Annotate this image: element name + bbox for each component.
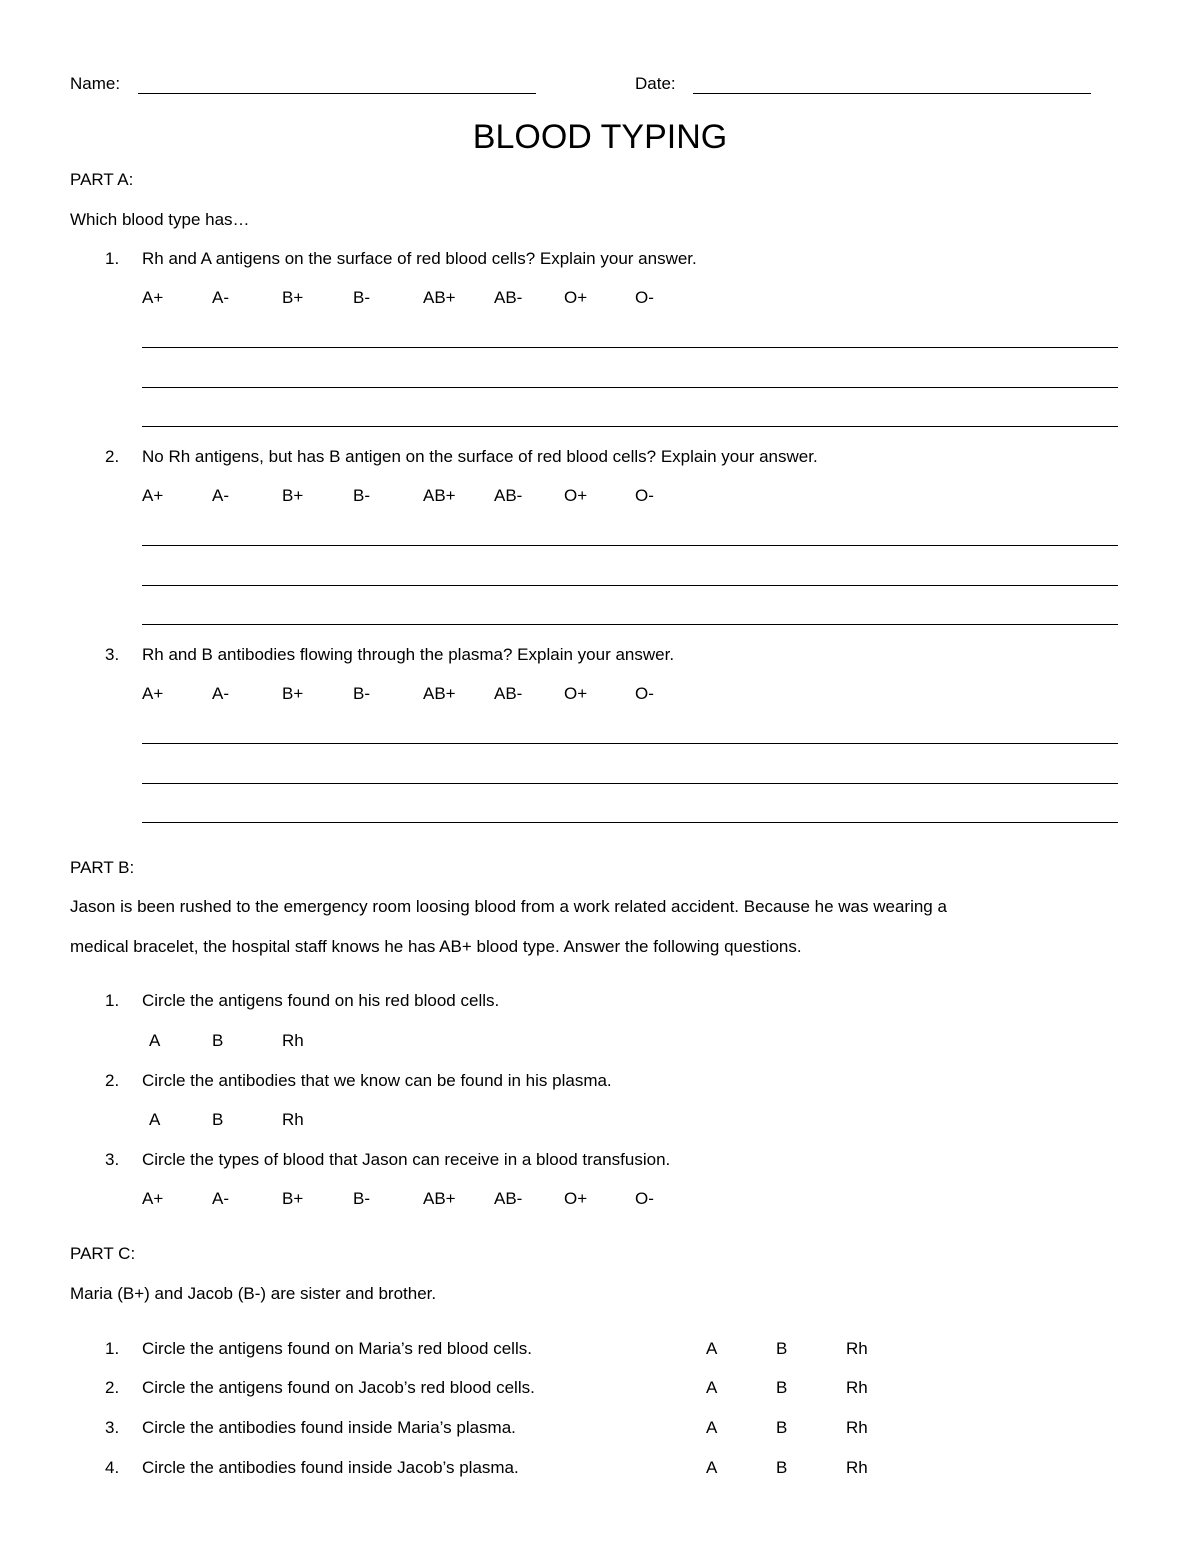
part-a-q2-number: 2.: [105, 447, 120, 466]
part-b-q1-text: Circle the antigens found on his red blood cells.: [142, 991, 500, 1010]
answer-line[interactable]: [142, 387, 1118, 388]
option-o-pos[interactable]: O+: [564, 1189, 588, 1208]
option-ab-neg[interactable]: AB-: [494, 288, 523, 307]
option-a-neg[interactable]: A-: [212, 486, 229, 505]
name-label: Name:: [70, 74, 121, 93]
option-antibody-rh[interactable]: Rh: [282, 1110, 304, 1129]
option-antigen-b[interactable]: B: [776, 1339, 788, 1358]
option-o-pos[interactable]: O+: [564, 684, 588, 703]
option-a-neg[interactable]: A-: [212, 288, 229, 307]
option-antibody-a[interactable]: A: [706, 1418, 718, 1437]
option-b-pos[interactable]: B+: [282, 288, 304, 307]
part-c-q2-text: Circle the antigens found on Jacob’s red blood cells.: [142, 1378, 535, 1397]
answer-line[interactable]: [142, 545, 1118, 546]
option-antigen-a[interactable]: A: [149, 1031, 161, 1050]
option-antibody-a[interactable]: A: [149, 1110, 161, 1129]
option-a-pos[interactable]: A+: [142, 684, 164, 703]
option-b-neg[interactable]: B-: [353, 486, 370, 505]
option-antigen-a[interactable]: A: [706, 1339, 718, 1358]
option-a-pos[interactable]: A+: [142, 1189, 164, 1208]
option-o-pos[interactable]: O+: [564, 486, 588, 505]
option-antibody-b[interactable]: B: [212, 1110, 224, 1129]
option-ab-neg[interactable]: AB-: [494, 684, 523, 703]
part-c-q2-number: 2.: [105, 1378, 120, 1397]
option-ab-neg[interactable]: AB-: [494, 1189, 523, 1208]
date-label: Date:: [635, 74, 676, 93]
option-b-neg[interactable]: B-: [353, 1189, 370, 1208]
part-b-q3-text: Circle the types of blood that Jason can receive in a blood transfusion.: [142, 1150, 671, 1169]
option-antigen-rh[interactable]: Rh: [846, 1378, 868, 1397]
option-antigen-rh[interactable]: Rh: [282, 1031, 304, 1050]
option-antibody-rh[interactable]: Rh: [846, 1458, 868, 1477]
answer-line[interactable]: [142, 347, 1118, 348]
answer-line[interactable]: [142, 585, 1118, 586]
option-antigen-b[interactable]: B: [212, 1031, 224, 1050]
part-c-q1-number: 1.: [105, 1339, 120, 1358]
part-b-q1-number: 1.: [105, 991, 120, 1010]
option-a-pos[interactable]: A+: [142, 288, 164, 307]
part-a-intro: Which blood type has…: [70, 210, 250, 229]
answer-line[interactable]: [142, 783, 1118, 784]
option-b-pos[interactable]: B+: [282, 684, 304, 703]
option-antibody-b[interactable]: B: [776, 1458, 788, 1477]
answer-line[interactable]: [142, 743, 1118, 744]
option-b-neg[interactable]: B-: [353, 288, 370, 307]
option-antigen-a[interactable]: A: [706, 1378, 718, 1397]
option-b-pos[interactable]: B+: [282, 1189, 304, 1208]
part-a-q2-text: No Rh antigens, but has B antigen on the surface of red blood cells? Explain your answer.: [142, 447, 818, 466]
part-c-q4-number: 4.: [105, 1458, 120, 1477]
answer-line[interactable]: [142, 426, 1118, 427]
option-ab-neg[interactable]: AB-: [494, 486, 523, 505]
part-b-q2-number: 2.: [105, 1071, 120, 1090]
date-field[interactable]: [693, 93, 1091, 94]
part-a-q3-number: 3.: [105, 645, 120, 664]
part-a-heading: PART A:: [70, 170, 134, 189]
option-o-neg[interactable]: O-: [635, 486, 654, 505]
part-b-heading: PART B:: [70, 858, 135, 877]
option-ab-pos[interactable]: AB+: [423, 486, 456, 505]
option-a-neg[interactable]: A-: [212, 684, 229, 703]
answer-line[interactable]: [142, 822, 1118, 823]
part-b-q2-text: Circle the antibodies that we know can be found in his plasma.: [142, 1071, 612, 1090]
part-c-q3-number: 3.: [105, 1418, 120, 1437]
name-field[interactable]: [138, 93, 536, 94]
part-a-q1-number: 1.: [105, 249, 120, 268]
part-c-intro: Maria (B+) and Jacob (B-) are sister and brother.: [70, 1284, 437, 1303]
option-o-pos[interactable]: O+: [564, 288, 588, 307]
part-c-q3-text: Circle the antibodies found inside Maria’s plasma.: [142, 1418, 516, 1437]
answer-line[interactable]: [142, 624, 1118, 625]
part-a-q1-text: Rh and A antigens on the surface of red blood cells? Explain your answer.: [142, 249, 697, 268]
option-a-neg[interactable]: A-: [212, 1189, 229, 1208]
option-antigen-rh[interactable]: Rh: [846, 1339, 868, 1358]
option-ab-pos[interactable]: AB+: [423, 1189, 456, 1208]
part-c-q4-text: Circle the antibodies found inside Jacob’s plasma.: [142, 1458, 519, 1477]
part-b-q3-number: 3.: [105, 1150, 120, 1169]
option-antibody-a[interactable]: A: [706, 1458, 718, 1477]
part-a-q3-text: Rh and B antibodies flowing through the plasma? Explain your answer.: [142, 645, 675, 664]
option-b-neg[interactable]: B-: [353, 684, 370, 703]
part-c-q1-text: Circle the antigens found on Maria’s red blood cells.: [142, 1339, 532, 1358]
option-o-neg[interactable]: O-: [635, 1189, 654, 1208]
option-o-neg[interactable]: O-: [635, 684, 654, 703]
page-title: BLOOD TYPING: [472, 118, 728, 156]
option-o-neg[interactable]: O-: [635, 288, 654, 307]
part-c-heading: PART C:: [70, 1244, 136, 1263]
option-antigen-b[interactable]: B: [776, 1378, 788, 1397]
part-b-intro-line1: Jason is been rushed to the emergency room loosing blood from a work related accident. Because he was wearing a: [70, 897, 947, 916]
option-antibody-rh[interactable]: Rh: [846, 1418, 868, 1437]
option-ab-pos[interactable]: AB+: [423, 288, 456, 307]
option-b-pos[interactable]: B+: [282, 486, 304, 505]
option-a-pos[interactable]: A+: [142, 486, 164, 505]
option-ab-pos[interactable]: AB+: [423, 684, 456, 703]
part-b-intro-line2: medical bracelet, the hospital staff knows he has AB+ blood type. Answer the following questions.: [70, 937, 802, 956]
option-antibody-b[interactable]: B: [776, 1418, 788, 1437]
